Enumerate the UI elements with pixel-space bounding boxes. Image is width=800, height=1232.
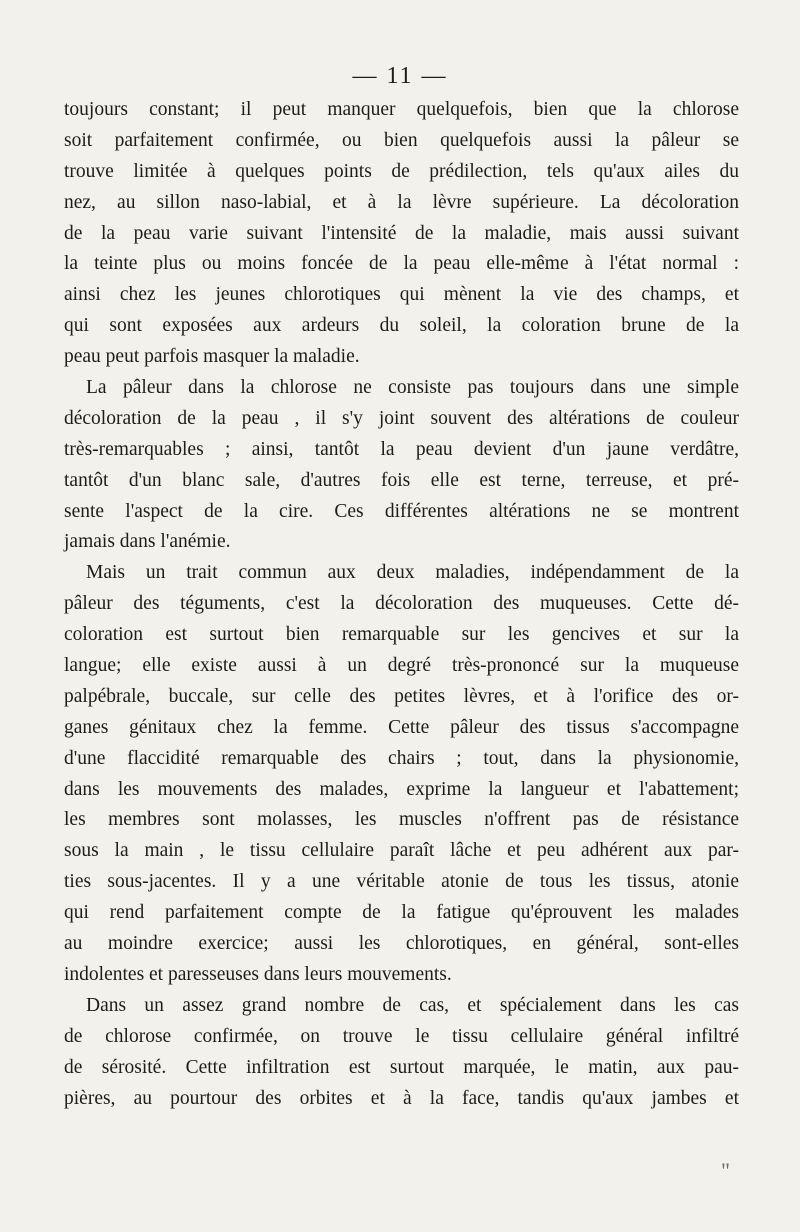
text-line: qui sont exposées aux ardeurs du soleil, la coloration brune de la — [64, 315, 739, 337]
text-line: pâleur des téguments, c'est la décoloration des muqueuses. Cette dé- — [64, 593, 739, 615]
paragraph-start-line: Mais un trait commun aux deux maladies, indépendamment de la — [86, 562, 739, 584]
text-line: trouve limitée à quelques points de prédilection, tels qu'aux ailes du — [64, 160, 739, 182]
text-line: de sérosité. Cette infiltration est surtout marquée, le matin, aux pau- — [64, 1056, 739, 1078]
text-line: très-remarquables ; ainsi, tantôt la peau devient d'un jaune verdâtre, — [64, 438, 739, 460]
bottom-mark: " — [721, 1158, 730, 1183]
text-line: indolentes et paresseuses dans leurs mouvements. — [64, 963, 452, 985]
text-line: de la peau varie suivant l'intensité de la maladie, mais aussi suivant — [64, 222, 739, 244]
paragraph-start-line: La pâleur dans la chlorose ne consiste pas toujours dans une simple — [86, 377, 739, 399]
text-line: toujours constant; il peut manquer quelquefois, bien que la chlorose — [64, 99, 739, 120]
text-line: décoloration de la peau , il s'y joint souvent des altérations de couleur — [64, 407, 739, 429]
text-line: peau peut parfois masquer la maladie. — [64, 346, 360, 368]
text-line: nez, au sillon naso-labial, et à la lèvre supérieure. La décoloration — [64, 191, 739, 213]
text-line: dans les mouvements des malades, exprime la langueur et l'abattement; — [64, 778, 739, 800]
text-line: qui rend parfaitement compte de la fatigue qu'éprouvent les malades — [64, 902, 739, 924]
text-line: soit parfaitement confirmée, ou bien quelquefois aussi la pâleur se — [64, 129, 739, 151]
text-line: coloration est surtout bien remarquable sur les gencives et sur la — [64, 624, 739, 646]
text-line: au moindre exercice; aussi les chlorotiques, en général, sont-elles — [64, 933, 739, 955]
text-line: d'une flaccidité remarquable des chairs ; tout, dans la physionomie, — [64, 747, 739, 769]
body-text — [64, 95, 739, 1114]
text-line: ties sous-jacentes. Il y a une véritable atonie de tous les tissus, atonie — [64, 871, 739, 893]
paragraph-start-line: Dans un assez grand nombre de cas, et spécialement dans les cas — [86, 994, 739, 1016]
text-line: de chlorose confirmée, on trouve le tissu cellulaire général infiltré — [64, 1025, 739, 1047]
text-line: les membres sont molasses, les muscles n'offrent pas de résistance — [64, 809, 739, 831]
text-line: ainsi chez les jeunes chlorotiques qui mènent la vie des champs, et — [64, 284, 739, 306]
text-line: pières, au pourtour des orbites et à la face, tandis qu'aux jambes et — [64, 1087, 739, 1109]
text-line: la teinte plus ou moins foncée de la peau elle-même à l'état normal : — [64, 253, 739, 275]
text-line: sente l'aspect de la cire. Ces différentes altérations ne se montrent — [64, 500, 739, 522]
text-line: langue; elle existe aussi à un degré très-prononcé sur la muqueuse — [64, 655, 739, 677]
text-line: jamais dans l'anémie. — [64, 531, 231, 553]
text-line: ganes génitaux chez la femme. Cette pâleur des tissus s'accompagne — [64, 716, 739, 738]
text-line: sous la main , le tissu cellulaire paraît lâche et peu adhérent aux par- — [64, 840, 739, 862]
text-line: palpébrale, buccale, sur celle des petites lèvres, et à l'orifice des or- — [64, 685, 739, 707]
text-line: tantôt d'un blanc sale, d'autres fois elle est terne, terreuse, et pré- — [64, 469, 739, 491]
page-number: — 11 — — [352, 63, 448, 89]
